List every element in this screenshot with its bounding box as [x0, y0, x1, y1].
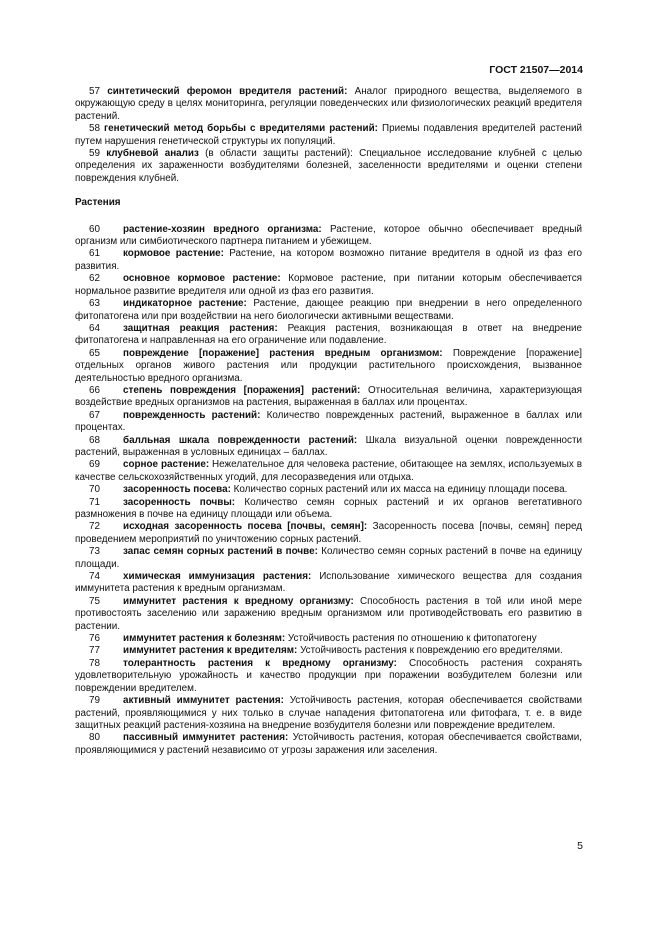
entry-number: 73 [89, 546, 100, 558]
entry-definition: Устойчивость растения, которая обеспечивается свойствами, проявляющимися у растений независимо от угрозы заражения или заселения. [75, 732, 582, 756]
entry-definition: (в области защиты растений): Специальное исследование клубней с целью определения их зараженности возбудителями болезней, заселенности вредителями и оценки степени повреждения клубней. [75, 148, 582, 184]
entry-number-cell [89, 596, 123, 608]
term-entry [75, 224, 582, 249]
entry-term: исходная засоренность посева [почвы, семян]: [123, 521, 368, 533]
entry-term: химическая иммунизация растения: [123, 571, 312, 583]
entry-number-cell [89, 658, 123, 670]
entry-definition: Аналог природного вещества, выделяемого в окружающую среду в целях мониторинга, регуляции поведенческих или физиологических реакций вредителя растений. [75, 86, 582, 122]
entry-number-cell [89, 497, 123, 509]
entry-term: индикаторное растение: [123, 298, 247, 310]
entry-term: иммунитет растения к вредителям: [123, 645, 298, 657]
entries-top [75, 86, 582, 185]
entry-number-cell [89, 224, 123, 236]
entry-number: 62 [89, 273, 100, 285]
entry-number-cell [89, 645, 123, 657]
entry-term: клубневой анализ [106, 148, 199, 160]
entry-term: защитная реакция растения: [123, 322, 278, 334]
entry-term: балльная шкала поврежденности растений: [123, 434, 358, 446]
entry-definition: Повреждение [поражение] отдельных органов живого растения или продукции растительного происхождения, вызванное деятельностью вредного организма. [75, 347, 582, 384]
entry-term: кормовое растение: [123, 248, 224, 260]
entry-number: 74 [89, 571, 100, 583]
entry-term: толерантность растения к вредному организму: [123, 657, 397, 669]
term-entry [75, 298, 582, 323]
entry-definition: Устойчивость растения, которая обеспечивается свойствами растений, проявляющимися у них только в случае нападения фитопатогена или фитофага, т. е. в виде защитных реакций растения-хозяина на внедрение возбудителя болезни или повреждение вредителем. [75, 695, 582, 731]
term-entry [75, 148, 582, 185]
term-entry [75, 385, 582, 410]
entry-number: 60 [89, 223, 100, 235]
entry-number-cell [89, 633, 123, 645]
entry-definition: Устойчивость растения по отношению к фитопатогену [285, 633, 537, 645]
entry-term: иммунитет растения к вредному организму: [123, 595, 354, 607]
entry-number-cell [89, 410, 123, 422]
entry-number: 67 [89, 409, 100, 421]
term-entry [75, 521, 582, 546]
term-entry [75, 571, 582, 596]
entry-number: 71 [89, 496, 100, 508]
term-entry [75, 596, 582, 633]
entry-definition: Способность растения в той или иной мере противостоять заселению или заражению вредным организмом или противодействовать его развитию в растении. [75, 595, 582, 632]
entry-number: 63 [89, 298, 100, 310]
entry-definition: Количество поврежденных растений, выраженное в баллах или процентах. [75, 409, 583, 434]
entry-definition: Шкала визуальной оценки поврежденности растений, выраженная в условных единицах – баллах. [75, 434, 583, 458]
entry-number: 64 [89, 322, 100, 334]
entry-number: 57 [89, 86, 100, 97]
term-entry [75, 86, 582, 123]
term-entry [75, 645, 582, 657]
entry-number-cell [89, 484, 123, 496]
entry-number-cell [89, 248, 123, 260]
term-entry [75, 695, 582, 732]
entry-term: засоренность посева: [123, 484, 231, 496]
entry-definition: Количество семян сорных растений и их органов вегетативного размножения в почве на единицу площади или объема. [75, 496, 582, 520]
entry-term: сорное растение: [123, 459, 210, 471]
term-entry [75, 484, 582, 496]
entry-definition: Нежелательное для человека растение, обитающее на землях, используемых в качестве сельскохозяйственных угодий, для лесоразведения или отдыха. [75, 459, 582, 483]
entry-term: генетический метод борьбы с вредителями растений: [104, 123, 378, 135]
entry-definition: Устойчивость растения к повреждению его вредителями. [297, 645, 563, 657]
entry-number: 58 [89, 123, 100, 135]
entry-term: степень повреждения [поражения] растений: [123, 384, 361, 396]
entry-number-cell [89, 323, 123, 335]
entry-number-cell [89, 273, 123, 285]
entry-definition: Количество семян сорных растений в почве на единицу площади. [75, 546, 583, 570]
entry-number-cell [89, 435, 123, 447]
term-entry [75, 546, 582, 571]
entry-number-cell [89, 298, 123, 310]
entry-number: 75 [89, 595, 100, 607]
term-entry [75, 123, 582, 148]
entry-term: запас семян сорных растений в почве: [123, 546, 318, 558]
entry-term: основное кормовое растение: [123, 273, 281, 285]
entry-number-cell [89, 348, 123, 360]
entry-number: 77 [89, 645, 100, 657]
entry-number: 72 [89, 521, 100, 533]
entry-number-cell [89, 521, 123, 533]
entry-number: 61 [89, 248, 100, 260]
entry-definition: Количество сорных растений или их масса на единицу площади посева. [230, 484, 568, 496]
entry-number: 59 [89, 148, 100, 160]
entry-definition: Реакция растения, возникающая в ответ на внедрение фитопатогена и направленная на его ограничение или подавление. [75, 322, 582, 347]
document-code: ГОСТ 21507—2014 [489, 64, 583, 76]
entry-number: 66 [89, 384, 100, 396]
entry-number-cell [89, 695, 123, 707]
entry-term: засоренность почвы: [123, 496, 236, 508]
entries-plants [75, 224, 582, 757]
entry-number: 65 [89, 347, 100, 359]
section-title: Растения [75, 197, 121, 209]
term-entry [75, 435, 582, 460]
entry-number-cell [89, 546, 123, 558]
entry-number-cell [89, 732, 123, 744]
entry-term: пассивный иммунитет растения: [123, 732, 289, 744]
entry-number: 78 [89, 657, 100, 669]
term-entry [75, 497, 582, 522]
entry-definition: Растение, на котором возможно питание вредителя в одной из фаз его развития. [75, 248, 582, 272]
entry-number: 76 [89, 633, 100, 645]
entry-definition: Растение, которое обычно обеспечивает вредный организм или симбиотического партнера питанием и убежищем. [75, 223, 582, 248]
entry-number: 80 [89, 732, 100, 744]
entry-number-cell [89, 385, 123, 397]
entry-term: синтетический феромон вредителя растений: [107, 86, 348, 97]
entry-number: 68 [89, 434, 100, 446]
term-entry [75, 348, 582, 385]
term-entry [75, 273, 582, 298]
entry-definition: Использование химического вещества для создания иммунитета растения к вредным организмам. [75, 571, 582, 595]
entry-definition: Относительная величина, характеризующая воздействие вредных организмов на растения, выраженная в баллах или процентах. [75, 384, 582, 409]
term-entry [75, 459, 582, 484]
term-entry [75, 323, 582, 348]
entry-definition: Кормовое растение, при питании которым обеспечивается нормальное развитие вредителя или одной из фаз его развития. [75, 273, 582, 297]
entry-number-cell [89, 571, 123, 583]
term-entry [75, 410, 582, 435]
entry-term: растение-хозяин вредного организма: [123, 223, 322, 235]
entry-term: иммунитет растения к болезням: [123, 633, 286, 645]
term-entry [75, 633, 582, 645]
entry-definition: Растение, дающее реакцию при внедрении в него определенного фитопатогена или при воздействии на него биологически активными веществами. [75, 298, 582, 322]
entry-number: 69 [89, 459, 100, 471]
entry-number-cell [89, 459, 123, 471]
term-entry [75, 248, 582, 273]
entry-term: поврежденность растений: [123, 409, 261, 421]
entry-number: 79 [89, 695, 100, 707]
entry-definition: Засоренность посева [почвы, семян] перед проведением мероприятий по уничтожению сорных растений. [75, 521, 583, 545]
entry-term: повреждение [поражение] растения вредным организмом: [123, 347, 443, 359]
entry-definition: Способность растения сохранять удовлетворительную урожайность и качество продукции при поражении возбудителем болезни или повреждении вредителем. [75, 657, 582, 694]
document-body [75, 86, 582, 757]
term-entry [75, 732, 582, 757]
entry-term: активный иммунитет растения: [123, 695, 284, 707]
entry-definition: Приемы подавления вредителей растений путем нарушения генетической структуры их популяций. [75, 123, 583, 147]
page-number: 5 [577, 840, 583, 852]
entry-number: 70 [89, 484, 100, 496]
term-entry [75, 658, 582, 695]
